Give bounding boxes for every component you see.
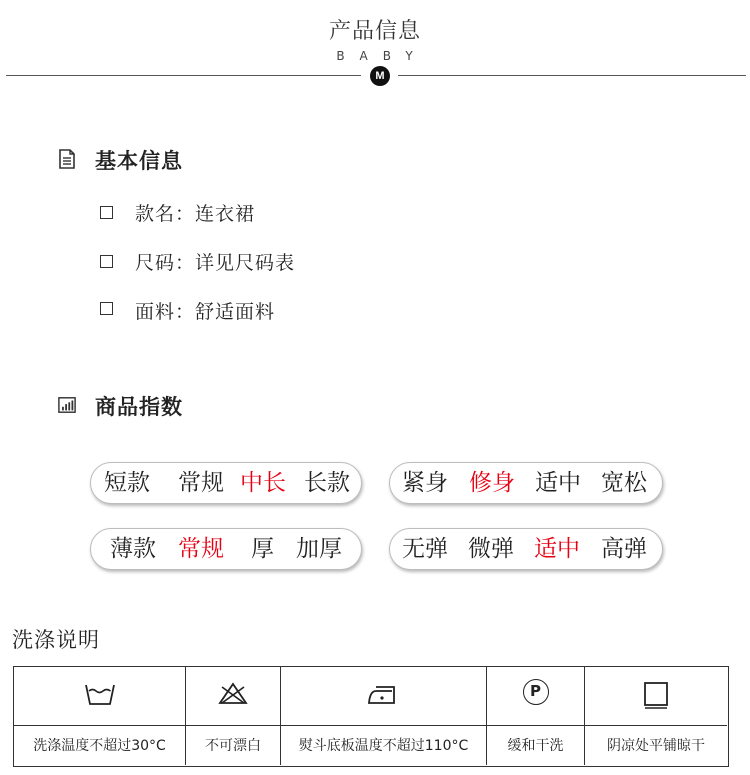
page-subtitle: BABY [336, 49, 428, 63]
header-divider-right [398, 75, 746, 76]
elasticity-option: 无弹 [402, 536, 448, 562]
elasticity-option: 高弹 [601, 536, 647, 562]
bar-chart-icon [58, 395, 76, 415]
fit-option: 修身 [469, 470, 515, 496]
elasticity-option: 适中 [534, 536, 580, 562]
length-index-pill [90, 462, 362, 504]
thickness-option: 薄款 [110, 536, 156, 562]
fit-option: 紧身 [402, 470, 448, 496]
length-option: 短款 [104, 470, 150, 496]
thickness-index-pill [90, 528, 362, 570]
document-icon [58, 149, 76, 169]
elasticity-index-pill [389, 528, 663, 570]
wash-tub-icon [85, 681, 115, 707]
page-title: 产品信息 [328, 19, 421, 44]
washing-title: 洗涤说明 [12, 628, 100, 652]
index-title: 商品指数 [95, 395, 183, 419]
wash-label: 熨斗底板温度不超过110°C [298, 738, 469, 754]
dry-clean-p-icon: P [523, 679, 549, 705]
wash-cell [14, 667, 186, 765]
thickness-option: 厚 [251, 536, 274, 562]
fit-option: 宽松 [601, 470, 647, 496]
no-bleach-icon [218, 681, 248, 707]
header-divider-left [6, 75, 361, 76]
length-option: 长款 [304, 470, 350, 496]
length-option: 中长 [240, 470, 286, 496]
info-item-style: 款名：连衣裙 [135, 203, 256, 225]
info-item-fabric: 面料：舒适面料 [135, 301, 276, 323]
thickness-option: 常规 [178, 536, 224, 562]
wash-label: 阴凉处平铺晾干 [607, 738, 705, 754]
thickness-option: 加厚 [296, 536, 342, 562]
fit-index-pill [389, 462, 663, 504]
washing-table [13, 666, 729, 767]
wash-cell [487, 667, 585, 765]
wash-label: 不可漂白 [205, 738, 261, 754]
flat-dry-shade-icon [643, 681, 669, 709]
wash-cell [585, 667, 727, 765]
checkbox-icon [100, 255, 113, 268]
wash-label: 洗涤温度不超过30°C [33, 738, 166, 754]
checkbox-icon [100, 206, 113, 219]
iron-icon [367, 681, 401, 707]
elasticity-option: 微弹 [468, 536, 514, 562]
checkbox-icon [100, 302, 113, 315]
wash-label: 缓和干洗 [507, 738, 564, 754]
wash-cell [281, 667, 487, 765]
basic-info-title: 基本信息 [95, 149, 183, 173]
m-badge-icon: M [370, 66, 390, 86]
info-item-size: 尺码：详见尺码表 [135, 252, 296, 274]
wash-cell [186, 667, 281, 765]
fit-option: 适中 [535, 470, 581, 496]
length-option: 常规 [178, 470, 224, 496]
